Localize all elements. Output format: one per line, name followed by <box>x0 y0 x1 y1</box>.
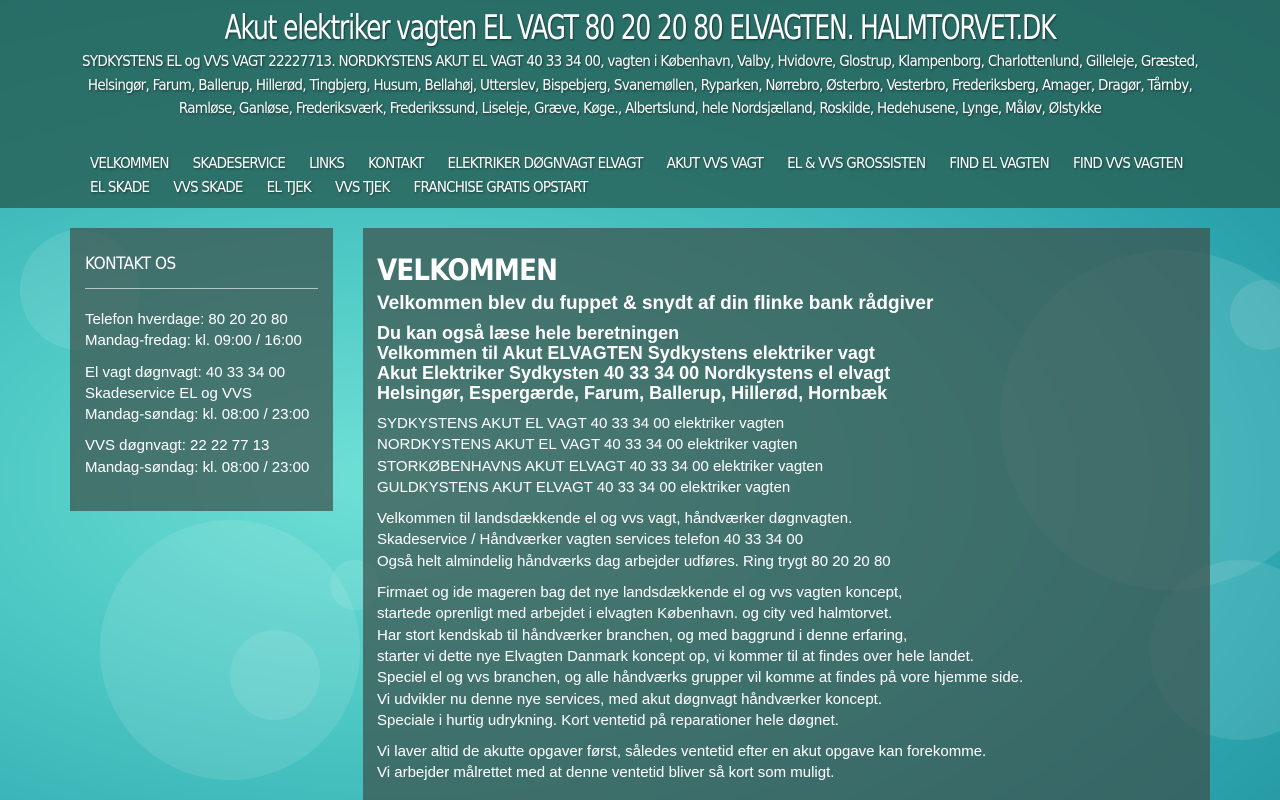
contact-line: Mandag-søndag: kl. 08:00 / 23:00 <box>85 458 310 476</box>
paragraph-line: SYDKYSTENS AKUT EL VAGT 40 33 34 00 elektriker vagten <box>377 415 785 432</box>
page-subtitle: Velkommen blev du fuppet & snydt af din flinke bank rådgiver <box>377 293 934 314</box>
nav-item-skadeservice[interactable]: SKADESERVICE <box>192 154 286 172</box>
main-content <box>363 228 1210 800</box>
paragraph-line: Skadeservice / Håndværker vagten services telefon 40 33 34 00 <box>377 531 804 549</box>
paragraph-line: Speciale i hurtig udrykning. Kort ventetid på reparationer hele døgnet. <box>377 711 839 729</box>
page-title: VELKOMMEN <box>377 253 558 287</box>
contact-line: Skadeservice EL og VVS <box>85 384 253 402</box>
paragraph-line: Vi udvikler nu denne nye services, med akut døgnvagt håndværker koncept. <box>377 690 883 708</box>
contact-line: Mandag-fredag: kl. 09:00 / 16:00 <box>85 332 302 350</box>
paragraph-line: Vi arbejder målrettet med at denne ventetid bliver så kort som muligt. <box>377 764 835 782</box>
nav-item-kontakt[interactable]: KONTAKT <box>368 154 424 172</box>
nav-item-find-vvs-vagten[interactable]: FIND VVS VAGTEN <box>1072 154 1183 172</box>
site-title: Akut elektriker vagten EL VAGT 80 20 20 80 ELVAGTEN. HALMTORVET.DK <box>224 8 1056 48</box>
site-header <box>0 0 1280 208</box>
paragraph-line: starter vi dette nye Elvagten Danmark koncept op, vi kommer til at findes over hele landet. <box>377 647 974 665</box>
paragraph-line: Også helt almindelig håndværks dag arbejder udføres. Ring trygt 80 20 20 80 <box>377 552 891 570</box>
nav-item-franchise[interactable]: FRANCHISE GRATIS OPSTART <box>413 178 588 196</box>
paragraph-line: startede oprenligt med arbejdet i elvagten København. og city ved halmtorvet. <box>377 605 893 623</box>
paragraph-line: Vi laver altid de akutte opgaver først, således ventetid efter en akut opgave kan forekomme. <box>377 743 987 761</box>
nav-row-2 <box>78 175 1218 199</box>
sidebar-heading: KONTAKT OS <box>85 254 318 289</box>
nav-item-akut-vvs-vagt[interactable]: AKUT VVS VAGT <box>666 154 764 172</box>
paragraph-line: Har stort kendskab til håndværker branchen, og med baggrund i denne erfaring, <box>377 626 908 644</box>
contact-sidebar <box>70 228 333 511</box>
contact-block-el-vagt <box>85 362 318 426</box>
intro-heading-line: Du kan også læse hele beretningen <box>377 323 680 343</box>
paragraph-line: GULDKYSTENS AKUT ELVAGT 40 33 34 00 elektriker vagten <box>377 478 791 496</box>
contact-line: El vagt døgnvagt: 40 33 34 00 <box>85 363 286 381</box>
paragraph-line: Speciel el og vvs branchen, og alle håndværks grupper vil komme at findes på vore hjemme side. <box>377 669 1024 687</box>
nav-item-el-tjek[interactable]: EL TJEK <box>266 178 311 196</box>
contact-line: Mandag-søndag: kl. 08:00 / 23:00 <box>85 406 310 424</box>
nav-item-vvs-tjek[interactable]: VVS TJEK <box>334 178 390 196</box>
nav-item-el-skade[interactable]: EL SKADE <box>90 178 150 196</box>
paragraph-welcome <box>377 508 1196 572</box>
paragraph-line: Firmaet og ide mageren bag det nye landsdækkende el og vvs vagten koncept, <box>377 584 903 602</box>
nav-item-velkommen[interactable]: VELKOMMEN <box>90 154 169 172</box>
site-subtitle: SYDKYSTENS EL og VVS VAGT 22227713. NORDKYSTENS AKUT EL VAGT 40 33 34 00, vagten i København, Valby, Hvidovre, Glostrup, Klampenborg, Charlottenlund, Gilleleje, Græsted, Helsingør, Farum, Ballerup, Hillerød, Tingbjerg, Husum, Bellahøj, Utterslev, Bispebjerg, Svanemøllen, Ryparken, Nørrebro, Østerbro, Vesterbro, Frederiksberg, Amager, Dragør, Tårnby, Ramløse, Ganløse, Frederiksværk, Frederikssund, Liseleje, Græve, Køge., Albertslund, hele Nordsjælland, Roskilde, Hedehusene, Lynge, Måløv, Ølstykke <box>81 52 1198 117</box>
paragraph-regions <box>377 413 1196 498</box>
contact-block-weekday <box>85 309 318 352</box>
contact-block-vvs-vagt <box>85 435 318 478</box>
intro-heading-line: Velkommen til Akut ELVAGTEN Sydkystens elektriker vagt <box>377 343 875 363</box>
intro-heading-line: Helsingør, Espergærde, Farum, Ballerup, Hillerød, Hornbæk <box>377 383 888 403</box>
contact-line: VVS døgnvagt: 22 22 77 13 <box>85 437 270 455</box>
intro-headings <box>377 323 1196 403</box>
paragraph-waiting <box>377 741 1196 784</box>
nav-item-el-vvs-grossisten[interactable]: EL & VVS GROSSISTEN <box>787 154 926 172</box>
contact-line: Telefon hverdage: 80 20 20 80 <box>85 311 288 328</box>
paragraph-line: NORDKYSTENS AKUT EL VAGT 40 33 34 00 elektriker vagten <box>377 436 798 454</box>
intro-heading-line: Akut Elektriker Sydkysten 40 33 34 00 Nordkystens el elvagt <box>377 363 891 383</box>
main-nav <box>78 151 1218 199</box>
nav-row-1 <box>78 151 1218 175</box>
paragraph-line: STORKØBENHAVNS AKUT ELVAGT 40 33 34 00 elektriker vagten <box>377 457 824 475</box>
paragraph-line: Velkommen til landsdækkende el og vvs vagt, håndværker døgnvagten. <box>377 510 853 528</box>
paragraph-company <box>377 582 1196 731</box>
nav-item-find-el-vagten[interactable]: FIND EL VAGTEN <box>949 154 1049 172</box>
nav-item-elektriker-dognvagt[interactable]: ELEKTRIKER DØGNVAGT ELVAGT <box>447 154 643 172</box>
nav-item-vvs-skade[interactable]: VVS SKADE <box>173 178 243 196</box>
nav-item-links[interactable]: LINKS <box>309 154 345 172</box>
